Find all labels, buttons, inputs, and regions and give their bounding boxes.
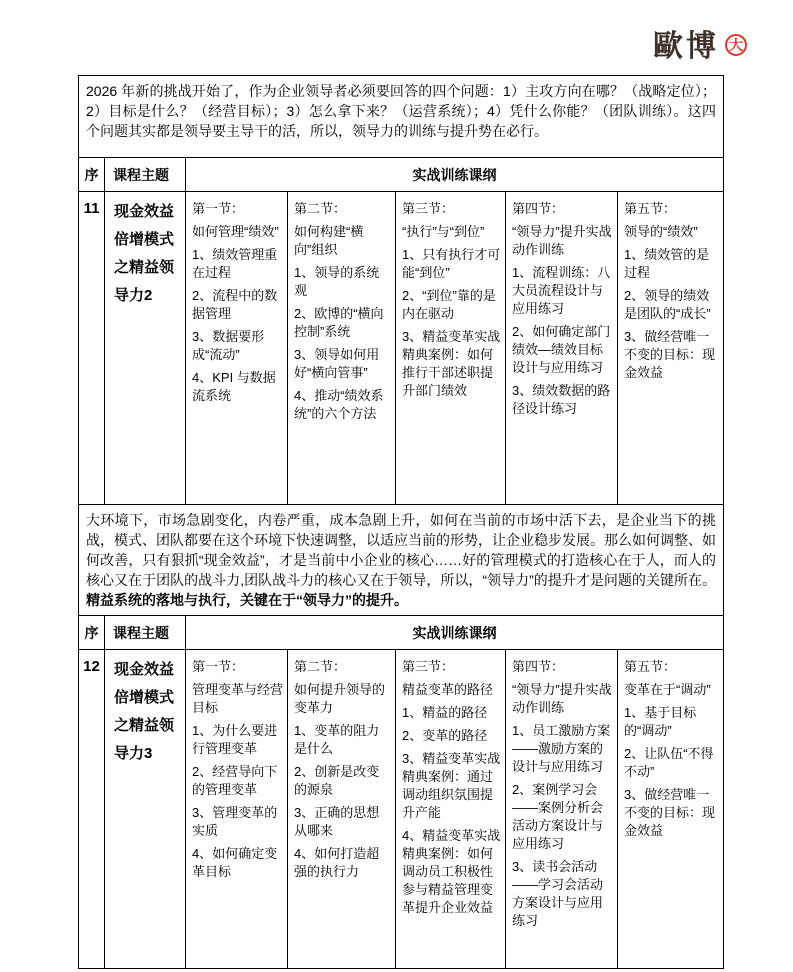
section-line: 1、变革的阻力是什么 <box>294 723 380 756</box>
row-11-section-5 <box>618 192 724 505</box>
course-outline-table <box>78 75 724 969</box>
section-line: 3、领导如何用好“横向管事” <box>294 347 380 380</box>
section-line: 第一节： <box>192 201 245 216</box>
row-11-section-3 <box>396 192 506 505</box>
section-line: 2、经营导向下的管理变革 <box>192 764 278 797</box>
header-topic-2: 课程主题 <box>105 616 186 650</box>
section-line: 4、如何确定变革目标 <box>192 846 278 879</box>
section-line: 管理变革与经营目标 <box>192 682 284 715</box>
section-line: 1、流程训练：八大员流程设计与应用练习 <box>512 265 611 316</box>
intro-row <box>79 76 724 158</box>
section-line: 精益变革的路径 <box>402 682 494 697</box>
section-line: 第三节： <box>402 659 455 674</box>
section-line: 3、读书会活动——学习会活动方案设计与应用练习 <box>512 859 604 928</box>
section-line: 3、绩效数据的路径设计练习 <box>512 383 611 416</box>
mid-paragraph-bold-text: 精益系统的落地与执行，关键在于“领导力”的提升。 <box>86 592 408 608</box>
row-12-section-4 <box>506 650 618 969</box>
section-line: 2、领导的绩效是团队的“成长” <box>624 288 711 321</box>
section-line: 第五节： <box>624 201 677 216</box>
row-12-section-5 <box>618 650 724 969</box>
section-line: 第五节： <box>624 659 677 674</box>
section-line: 1、员工激励方案——激励方案的设计与应用练习 <box>512 723 611 774</box>
section-line: 变革在于“调动” <box>624 682 711 697</box>
mid-paragraph-text: 大环境下，市场急剧变化，内卷严重，成本急剧上升，如何在当前的市场中活下去，是企业当下的挑战，模式、团队都要在这个环境下快速调整，以适应当前的形势，让企业稳步发展。那么如何调整、如何改善，只有狠抓“现金效益”，才是当前中小企业的核心……好的管理模式的打造核心在于人，而人的核心又在于团队的战斗力,团队战斗力的核心又在于领导，所以，“领导力”的提升才是问题的关键所在。 <box>86 512 717 588</box>
section-line: 如何管理“绩效” <box>192 224 279 239</box>
intro-paragraph: 2026 年新的挑战开始了，作为企业领导者必须要回答的四个问题：1）主攻方向在哪？（战略定位）；2）目标是什么？（经营目标）；3）怎么拿下来？（运营系统）；4）凭什么你能？（团队训练）。这四个问题其实都是领导要主导干的活，所以，领导力的训练与提升势在必行。 <box>79 76 724 158</box>
header-seq-2: 序 <box>79 616 105 650</box>
section-line: 3、做经营唯一不变的目标：现金效益 <box>624 329 716 380</box>
table-header-row-2 <box>79 616 724 650</box>
section-line: “领导力”提升实战动作训练 <box>512 224 612 257</box>
section-line: “领导力”提升实战动作训练 <box>512 682 612 715</box>
table-row-11 <box>79 192 724 505</box>
section-line: 2、创新是改变的源泉 <box>294 764 380 797</box>
header-outline: 实战训练课纲 <box>186 158 724 192</box>
section-line: 3、做经营唯一不变的目标：现金效益 <box>624 787 716 838</box>
section-line: 2、欧博的“横向控制”系统 <box>294 306 384 339</box>
mid-paragraph-row <box>79 505 724 616</box>
section-line: 1、绩效管理重在过程 <box>192 247 278 280</box>
section-line: 领导的“绩效” <box>624 224 698 239</box>
header-topic: 课程主题 <box>105 158 186 192</box>
section-line: 4、KPI 与数据流系统 <box>192 370 276 403</box>
section-line: 2、让队伍“不得不动” <box>624 746 714 779</box>
section-line: 如何提升领导的变革力 <box>294 682 386 715</box>
row-12-topic: 现金效益倍增模式之精益领导力3 <box>105 650 186 969</box>
section-line: 2、变革的路径 <box>402 728 488 743</box>
section-line: 如何构建“横向”组织 <box>294 224 364 257</box>
logo-seal-icon: 大 <box>725 34 747 56</box>
section-line: 2、流程中的数据管理 <box>192 288 278 321</box>
table-row-12 <box>79 650 724 969</box>
section-line: 第三节： <box>402 201 455 216</box>
table-header-row <box>79 158 724 192</box>
section-line: 1、只有执行才可能“到位” <box>402 247 501 280</box>
section-line: 1、基于目标的“调动” <box>624 705 697 738</box>
row-11-section-1 <box>186 192 288 505</box>
section-line: 1、绩效管的是过程 <box>624 247 710 280</box>
section-line: 1、为什么要进行管理变革 <box>192 723 278 756</box>
header-seq: 序 <box>79 158 105 192</box>
row-12-section-1 <box>186 650 288 969</box>
row-12-seq: 12 <box>79 650 105 969</box>
row-11-section-2 <box>288 192 396 505</box>
section-line: 3、数据要形成“流动” <box>192 329 265 362</box>
section-line: 3、精益变革实战精典案例：通过调动组织氛围提升产能 <box>402 751 501 820</box>
section-line: 第二节： <box>294 201 347 216</box>
section-line: 2、如何确定部门绩效—绩效目标设计与应用练习 <box>512 324 611 375</box>
section-line: 1、领导的系统观 <box>294 265 380 298</box>
row-11-section-4 <box>506 192 618 505</box>
section-line: 3、管理变革的实质 <box>192 805 278 838</box>
section-line: 4、推动“绩效系统”的六个方法 <box>294 388 384 421</box>
row-11-seq: 11 <box>79 192 105 505</box>
section-line: 第一节： <box>192 659 245 674</box>
section-line: 2、“到位”靠的是内在驱动 <box>402 288 496 321</box>
row-11-topic: 现金效益倍增模式之精益领导力2 <box>105 192 186 505</box>
section-line: 3、精益变革实战精典案例：如何推行干部述职提升部门绩效 <box>402 329 501 398</box>
section-line: 4、精益变革实战精典案例：如何调动员工积极性参与精益管理变革提升企业效益 <box>402 828 501 915</box>
section-line: 第四节： <box>512 201 565 216</box>
section-line: 1、精益的路径 <box>402 705 488 720</box>
row-12-section-2 <box>288 650 396 969</box>
section-line: “执行”与“到位” <box>402 224 485 239</box>
section-line: 2、案例学习会——案例分析会活动方案设计与应用练习 <box>512 782 604 851</box>
mid-paragraph <box>79 505 724 616</box>
section-line: 第二节： <box>294 659 347 674</box>
header-outline-2: 实战训练课纲 <box>186 616 724 650</box>
section-line: 4、如何打造超强的执行力 <box>294 846 380 879</box>
section-line: 3、正确的思想从哪来 <box>294 805 380 838</box>
logo-wordmark: 歐博 <box>653 29 719 64</box>
section-line: 第四节： <box>512 659 565 674</box>
company-logo <box>653 24 747 62</box>
row-12-section-3 <box>396 650 506 969</box>
